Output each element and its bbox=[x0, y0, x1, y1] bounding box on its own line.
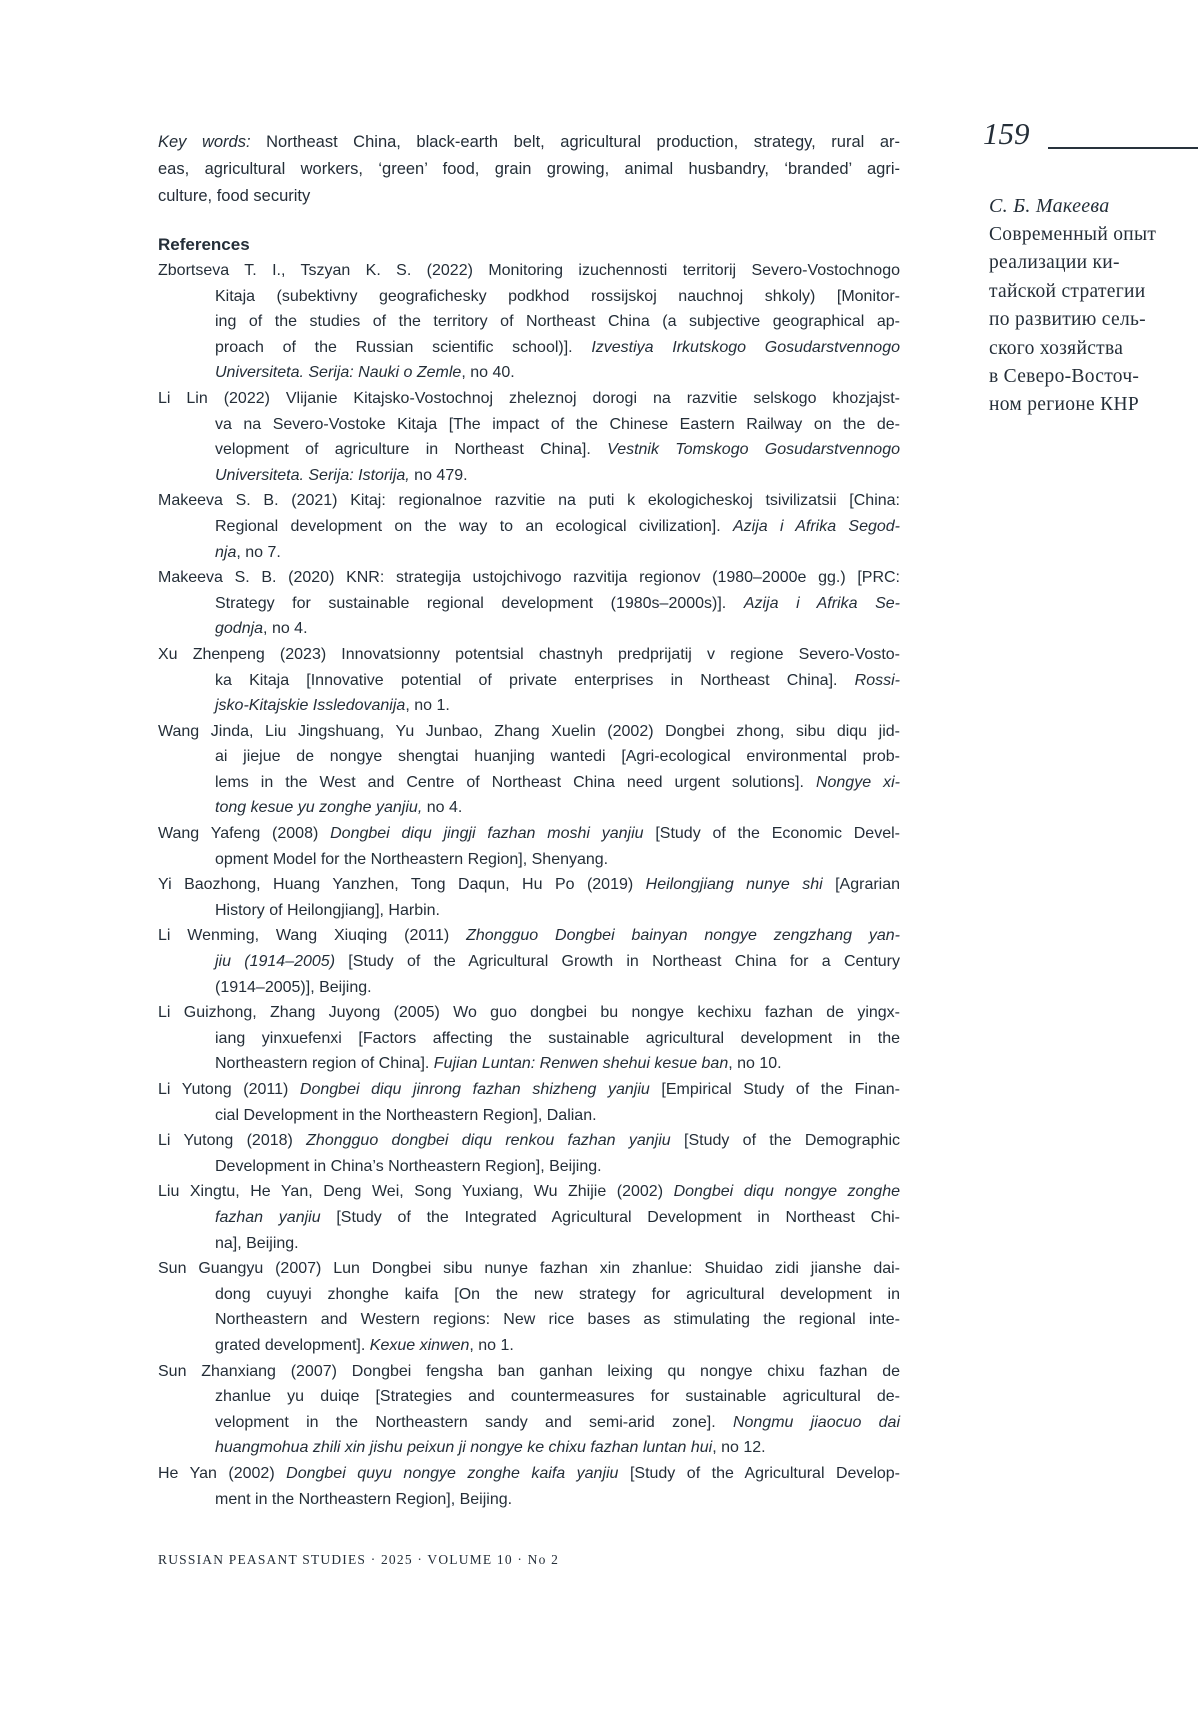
keywords-block bbox=[158, 129, 900, 210]
reference-line: ing of the studies of the territory of Northeast China (a subjective geographical ap- bbox=[215, 313, 900, 331]
reference-line: opment Model for the Northeastern Region], Shenyang. bbox=[215, 850, 609, 868]
reference-line: grated development]. Kexue xinwen, no 1. bbox=[215, 1336, 514, 1354]
reference-item bbox=[158, 872, 900, 923]
margin-title-line: ном регионе КНР bbox=[989, 394, 1140, 416]
reference-line: jsko-Kitajskie Issledovanija, no 1. bbox=[215, 697, 450, 715]
reference-line: dong cuyuyi zhonghe kaifa [On the new strategy for agricultural development in bbox=[215, 1285, 900, 1303]
reference-item bbox=[158, 1000, 900, 1077]
margin-title-line: Современный опыт bbox=[989, 224, 1157, 245]
reference-line: Universiteta. Serija: Istorija, no 479. bbox=[215, 466, 468, 484]
reference-item bbox=[158, 386, 900, 488]
reference-line: He Yan (2002) Dongbei quyu nongye zonghe kaifa yanjiu [Study of the Agricultural Develop- bbox=[158, 1464, 901, 1482]
reference-line: Northeastern region of China]. Fujian Luntan: Renwen shehui kesue ban, no 10. bbox=[215, 1055, 782, 1073]
reference-line: History of Heilongjiang], Harbin. bbox=[215, 901, 440, 919]
page-number: 159 bbox=[983, 116, 1030, 151]
reference-item bbox=[158, 1359, 900, 1461]
keywords-line: culture, food security bbox=[158, 187, 311, 205]
reference-item bbox=[158, 719, 900, 821]
reference-item bbox=[158, 488, 900, 565]
margin-title-line: по развитию сель- bbox=[989, 309, 1146, 331]
margin-title-line: тайской стратегии bbox=[989, 280, 1146, 302]
reference-line: velopment in the Northeastern sandy and semi-arid zone]. Nongmu jiaocuo dai bbox=[215, 1413, 901, 1431]
reference-line: na], Beijing. bbox=[215, 1234, 299, 1252]
reference-line: Li Yutong (2011) Dongbei diqu jinrong fazhan shizheng yanjiu [Empirical Study of the Finan- bbox=[158, 1081, 901, 1098]
reference-line: nja, no 7. bbox=[215, 543, 281, 561]
reference-line: Northeastern and Western regions: New rice bases as stimulating the regional inte- bbox=[215, 1311, 900, 1329]
reference-line: Regional development on the way to an ecological civilization]. Azija i Afrika Segod- bbox=[215, 517, 901, 535]
reference-item bbox=[158, 642, 900, 719]
reference-item bbox=[158, 565, 900, 642]
reference-line: va na Severo-Vostoke Kitaja [The impact of the Chinese Eastern Railway on the de- bbox=[215, 415, 900, 433]
reference-line: Wang Yafeng (2008) Dongbei diqu jingji fazhan moshi yanjiu [Study of the Economic Devel- bbox=[158, 825, 900, 843]
reference-line: Makeeva S. B. (2020) KNR: strategija ustojchivogo razvitija regionov (1980–2000e gg.) [PRC: bbox=[158, 569, 900, 587]
reference-line: ka Kitaja [Innovative potential of private enterprises in Northeast China]. Rossi- bbox=[215, 671, 900, 689]
reference-line: iang yinxuefenxi [Factors affecting the sustainable agricultural development in the bbox=[215, 1029, 900, 1047]
reference-line: Zbortseva T. I., Tszyan K. S. (2022) Monitoring izuchennosti territorij Severo-Vostochnogo bbox=[158, 262, 900, 279]
reference-line: cial Development in the Northeastern Region], Dalian. bbox=[215, 1106, 597, 1124]
reference-line: (1914–2005)], Beijing. bbox=[215, 978, 372, 996]
reference-item bbox=[158, 923, 900, 1000]
journal-footer: RUSSIAN PEASANT STUDIES · 2025 · VOLUME 10 · No 2 bbox=[158, 1552, 560, 1567]
reference-line: Li Wenming, Wang Xiuqing (2011) Zhongguo Dongbei bainyan nongye zengzhang yan- bbox=[158, 927, 901, 945]
reference-line: Wang Jinda, Liu Jingshuang, Yu Junbao, Zhang Xuelin (2002) Dongbei zhong, sibu diqu jid- bbox=[158, 722, 900, 740]
reference-line: Sun Zhanxiang (2007) Dongbei fengsha ban ganhan leixing qu nongye chixu fazhan de bbox=[158, 1362, 900, 1380]
reference-item bbox=[158, 1256, 900, 1358]
reference-line: Makeeva S. B. (2021) Kitaj: regionalnoe razvitie na puti k ekologicheskoj tsivilizatsii [China: bbox=[158, 492, 900, 510]
reference-line: tong kesue yu zonghe yanjiu, no 4. bbox=[215, 799, 463, 817]
reference-line: lems in the West and Centre of Northeast China need urgent solutions]. Nongye xi- bbox=[215, 773, 900, 791]
reference-item bbox=[158, 258, 900, 386]
reference-item bbox=[158, 1461, 900, 1512]
reference-line: huangmohua zhili xin jishu peixun ji nongye ke chixu fazhan luntan hui, no 12. bbox=[215, 1439, 766, 1457]
reference-line: Sun Guangyu (2007) Lun Dongbei sibu nunye fazhan xin zhanlue: Shuidao zidi jianshe dai- bbox=[158, 1260, 900, 1278]
margin-author: С. Б. Макеева bbox=[989, 195, 1110, 217]
reference-line: zhanlue yu duiqe [Strategies and countermeasures for sustainable agricultural de- bbox=[215, 1388, 900, 1406]
reference-item bbox=[158, 1077, 900, 1128]
reference-line: fazhan yanjiu [Study of the Integrated Agricultural Development in Northeast Chi- bbox=[215, 1208, 900, 1226]
reference-line: Yi Baozhong, Huang Yanzhen, Tong Daqun, Hu Po (2019) Heilongjiang nunye shi [Agrarian bbox=[158, 876, 901, 894]
margin-title-line: в Северо-Восточ- bbox=[989, 366, 1140, 388]
reference-item bbox=[158, 1179, 900, 1256]
keywords-line: eas, agricultural workers, ‘green’ food, grain growing, animal husbandry, ‘branded’ agri- bbox=[158, 160, 900, 178]
reference-line: Strategy for sustainable regional development (1980s–2000s)]. Azija i Afrika Se- bbox=[215, 594, 900, 612]
reference-line: Li Lin (2022) Vlijanie Kitajsko-Vostochnoj zheleznoj dorogi na razvitie selskogo khozjajst- bbox=[158, 389, 900, 407]
reference-item bbox=[158, 1128, 900, 1179]
reference-line: Li Yutong (2018) Zhongguo dongbei diqu renkou fazhan yanjiu [Study of the Demographic bbox=[158, 1132, 901, 1150]
keywords-line: Key words: Northeast China, black-earth belt, agricultural production, strategy, rural ar- bbox=[158, 133, 900, 151]
references-list bbox=[158, 258, 900, 1512]
header-rule bbox=[1048, 147, 1198, 149]
reference-line: Li Guizhong, Zhang Juyong (2005) Wo guo dongbei bu nongye kechixu fazhan de yingx- bbox=[158, 1004, 900, 1022]
margin-article-title bbox=[989, 221, 1184, 420]
reference-line: Liu Xingtu, He Yan, Deng Wei, Song Yuxiang, Wu Zhijie (2002) Dongbei diqu nongye zonghe bbox=[158, 1183, 901, 1201]
reference-line: ai jiejue de nongye shengtai huanjing wantedi [Agri-ecological environmental prob- bbox=[215, 748, 900, 766]
reference-line: ment in the Northeastern Region], Beijing. bbox=[215, 1490, 513, 1508]
reference-item bbox=[158, 821, 900, 872]
references-heading: References bbox=[158, 235, 250, 254]
reference-line: Kitaja (subektivny geografichesky podkhod rossijskoj nauchnoj shkoly) [Monitor- bbox=[215, 287, 900, 305]
margin-title-line: реализации ки- bbox=[989, 252, 1120, 274]
reference-line: proach of the Russian scientific school)]. Izvestiya Irkutskogo Gosudarstvennogo bbox=[215, 338, 900, 356]
reference-line: velopment of agriculture in Northeast China]. Vestnik Tomskogo Gosudarstvennogo bbox=[215, 441, 900, 459]
reference-line: Universiteta. Serija: Nauki o Zemle, no 40. bbox=[215, 364, 515, 382]
reference-line: jiu (1914–2005) [Study of the Agricultural Growth in Northeast China for a Century bbox=[215, 953, 900, 971]
reference-line: godnja, no 4. bbox=[215, 620, 308, 638]
reference-line: Development in China’s Northeastern Region], Beijing. bbox=[215, 1157, 602, 1175]
margin-title-line: ского хозяйства bbox=[989, 337, 1124, 359]
reference-line: Xu Zhenpeng (2023) Innovatsionny potentsial chastnyh predprijatij v regione Severo-Vosto- bbox=[158, 645, 900, 663]
